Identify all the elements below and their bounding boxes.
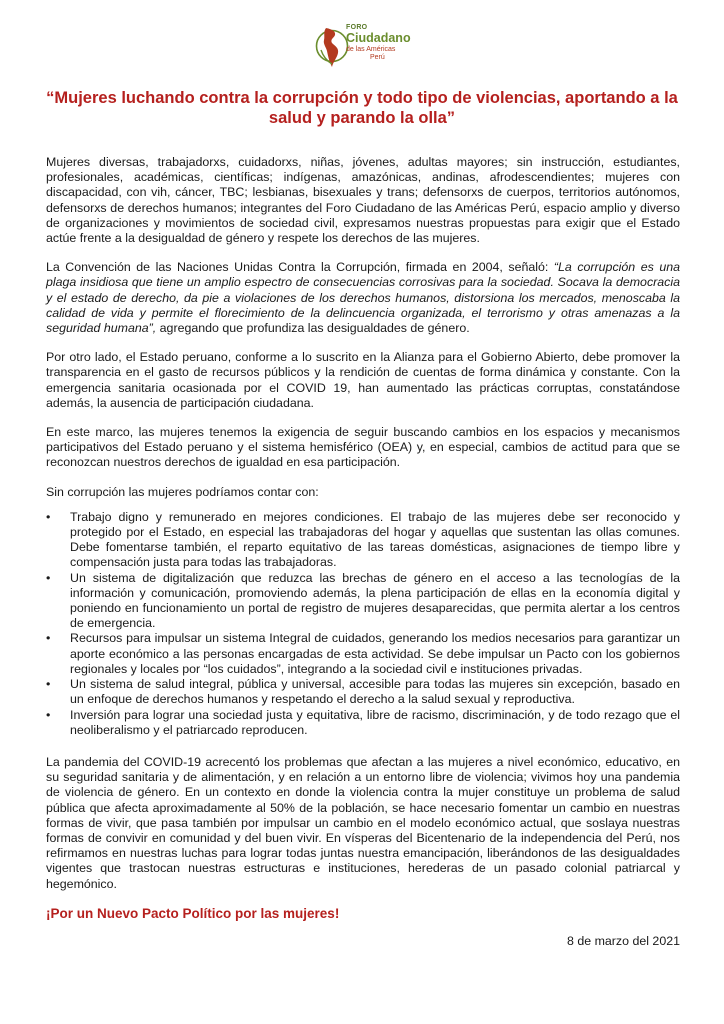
- americas-map-icon: [315, 20, 349, 72]
- bullet-icon: •: [46, 570, 51, 585]
- demands-list: [46, 510, 680, 738]
- bullet-icon: •: [46, 677, 51, 692]
- paragraph-transparency: Por otro lado, el Estado peruano, conforme a lo suscrito en la Alianza para el Gobierno Abierto, debe promover la transparencia en el gasto de recursos públicos y la rendición de cuentas de forma dinámica y constante. Con la emergencia sanitaria ocasionada por el COVID 19, han aumentado las prácticas corruptas, constatándose además, la ausencia de participación ciudadana.: [46, 350, 680, 410]
- list-item: [46, 510, 680, 571]
- list-item-text: Inversión para lograr una sociedad justa y equitativa, libre de racismo, discriminación, y de todo rezago que el neoliberalismo y el patriarcado reproducen.: [70, 707, 680, 737]
- paragraph-framework: En este marco, las mujeres tenemos la exigencia de seguir buscando cambios en los espacios y mecanismos participativos del Estado peruano y el sistema hemisférico (OEA) y, en especial, cambios de actitud para que se reconozcan nuestros derechos de igualdad en esa participación.: [46, 425, 680, 470]
- bullet-icon: •: [46, 509, 51, 524]
- logo-line-foro: FORO: [346, 24, 368, 31]
- logo-line-ciudadano: Ciudadano: [346, 31, 411, 45]
- list-item-text: Un sistema de salud integral, pública y universal, accesible para todas las mujeres sin excepción, basado en un enfoque de derechos humanos y respetando el derecho a la salud sexual y reproductiva.: [70, 677, 680, 707]
- list-item-text: Recursos para impulsar un sistema Integral de cuidados, generando los medios necesarios para garantizar un aporte económico a las personas encargadas de esta actividad. Se debe impulsar un Pacto con los gobiernos regionales y locales por “los cuidados”, integrando a la sociedad civil e instituciones privadas.: [70, 631, 680, 676]
- list-item-text: Un sistema de digitalización que reduzca las brechas de género en el acceso a las tecnologías de la información y comunicación, promoviendo además, la plena participación de ellas en la economía digital y poniendo en funcionamiento un portal de registro de mujeres desaparecidas, que permita alertar a los centros de emergencia.: [70, 570, 680, 631]
- list-item: [46, 631, 680, 677]
- paragraph-intro: Mujeres diversas, trabajadorxs, cuidadorxs, niñas, jóvenes, adultas mayores; sin instrucción, estudiantes, profesionales, académicas, científicas; indígenas, amazónicas, andinas, afrodescendientes; mujeres con discapacidad, con vih, cáncer, TBC; lesbianas, bisexuales y trans; defensorxs de cuerpos, territorios autónomos, defensorxs de derechos humanos; integrantes del Foro Ciudadano de las Américas Perú, espacio amplio y diverso de organizaciones y movimientos de sociedad civil, expresamos nuestras propuestas para exigir que el Estado actúe frente a la desigualdad de género y respete los derechos de las mujeres.: [46, 155, 680, 246]
- list-item: [46, 571, 680, 632]
- document-title: “Mujeres luchando contra la corrupción y todo tipo de violencias, aportando a la salud y parando la olla”: [46, 89, 678, 127]
- foro-ciudadano-logo: [315, 20, 425, 76]
- closing-slogan: ¡Por un Nuevo Pacto Político por las mujeres!: [46, 905, 340, 921]
- logo-wordmark: [346, 24, 411, 61]
- document-date: 8 de marzo del 2021: [567, 934, 680, 948]
- list-item-text: Trabajo digno y remunerado en mejores condiciones. El trabajo de las mujeres debe ser reconocido y protegido por el Estado, en especial las trabajadoras del hogar y aquellas que sustentan las ollas comunes. Debe fomentarse también, el reparto equitativo de las tareas domésticas, asignaciones de tiempo libre y compensación justa para todas las trabajadoras.: [70, 509, 680, 570]
- bullet-icon: •: [46, 707, 51, 722]
- paragraph-convention: [46, 260, 680, 336]
- document-body: [46, 155, 680, 921]
- bullet-icon: •: [46, 631, 51, 646]
- convention-quote: “La corrupción es una plaga insidiosa que tiene un amplio espectro de consecuencias corrosivas para la sociedad. Socava la democracia y el estado de derecho, da pie a violaciones de los derechos humanos, distorsiona los mercados, menoscaba la calidad de vida y permite el florecimiento de la delincuencia organizada, el terrorismo y otras amenazas a la seguridad humana”,: [46, 260, 680, 336]
- convention-text-end: agregando que profundiza las desigualdades de género.: [156, 321, 470, 336]
- list-item: [46, 677, 680, 707]
- list-lead: Sin corrupción las mujeres podríamos contar con:: [46, 484, 319, 499]
- logo-line-peru: Perú: [370, 53, 385, 61]
- list-item: [46, 708, 680, 738]
- logo-line-americas: de las Américas: [346, 45, 396, 53]
- paragraph-pandemic: La pandemia del COVID-19 acrecentó los problemas que afectan a las mujeres a nivel económico, educativo, en su seguridad sanitaria y de alimentación, y en relación a un entorno libre de violencia; vivimos hoy una pandemia de violencia de género. En un contexto en donde la violencia contra la mujer constituye un problema de salud pública que afecta aproximadamente al 50% de la población, se hace necesario fomentar un cambio en nuestras formas de vivir, que pasa también por impulsar un cambio en el modelo económico actual, que soslaya nuestras formas de convivir en comunidad y del buen vivir. En vísperas del Bicentenario de la independencia del Perú, nos refirmamos en nuestras luchas para lograr todas juntas nuestra emancipación, liberándonos de las desigualdades vigentes que trastocan nuestras estructuras e instituciones, herederas de un pasado colonial patriarcal y hegemónico.: [46, 754, 680, 891]
- convention-text-start: La Convención de las Naciones Unidas Contra la Corrupción, firmada en 2004, señaló:: [46, 260, 554, 275]
